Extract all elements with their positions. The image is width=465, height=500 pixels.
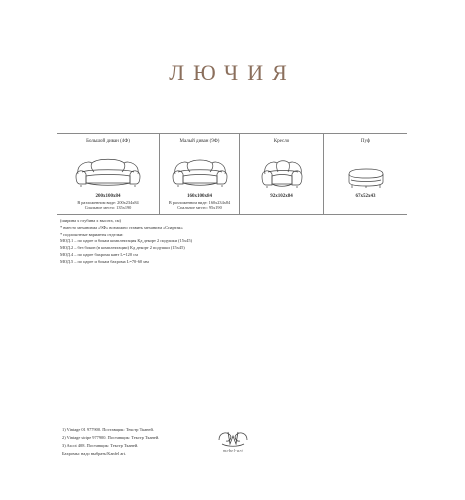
fabric-line: Бахромы: надо выбрать/Kanfel art.	[62, 451, 127, 456]
note-line: МОД.2 – без бокон (в комплектации) Кд декорт 2 подушки (15x45)	[60, 245, 185, 251]
note-line: МОД.1 – по царге и бокам комплектация Кд декорт 2 подушки (15x45)	[60, 238, 193, 244]
product-dims: 67x52x43	[355, 194, 376, 199]
product-large-sofa	[57, 134, 160, 214]
armchair-icon	[240, 154, 323, 192]
note-line: (ширина x глубина x высота, см)	[60, 218, 122, 223]
note-line: МОД.5 – по царге и бокам бахрома L=70-60 мм	[60, 258, 149, 264]
brand-logo	[203, 428, 263, 460]
fabric-list	[62, 426, 222, 458]
logo-monogram-icon	[216, 428, 250, 448]
product-table	[57, 133, 407, 215]
product-info	[57, 194, 159, 211]
product-bed-size: В разложенном виде: 160x234x84	[168, 199, 231, 205]
fabric-line: 3) Ascot 408. Поставщик: Текстр Тканей.	[62, 443, 139, 448]
product-name: Кресло	[273, 139, 290, 144]
note-line: МОД.4 – по царге бахрома кант L=120 см	[60, 251, 138, 257]
fabric-line: 1) Vintage 01 977900. Поставщик: Текстр Тканей.	[62, 427, 154, 432]
product-name: Малый диван (9Ф)	[179, 139, 220, 144]
page-title: ЛЮЧИЯ	[169, 60, 296, 85]
product-small-sofa	[160, 134, 240, 214]
product-sleep-size: Спальное место: 135x190	[84, 205, 132, 211]
product-name: Пуф	[360, 139, 371, 144]
product-sleep-size: Спальное место: 95x190	[177, 205, 222, 211]
notes	[60, 218, 360, 266]
logo-text: mebel-art	[222, 448, 244, 453]
product-name: Большой диван (4Ф)	[86, 139, 130, 144]
product-info	[160, 194, 239, 211]
product-dims: 200x100x84	[95, 194, 121, 199]
small-sofa-icon	[160, 153, 239, 191]
note-line: * подлокотные варианты отделки:	[60, 231, 124, 237]
note-line: * вместо механизма «9Ф» возможно ставить механизм «Спартак»	[60, 224, 183, 230]
product-info	[324, 194, 407, 200]
product-dims: 160x100x84	[187, 194, 212, 199]
product-dims: 92x102x84	[270, 194, 293, 199]
pouf-icon	[324, 166, 407, 190]
fabric-line: 2) Vintage stripe 977900. Поставщик: Текстр Тканей.	[62, 435, 160, 440]
product-pouf	[324, 134, 407, 214]
product-armchair	[240, 134, 324, 214]
product-bed-size: В разложенном виде: 200x234x84	[77, 199, 139, 205]
product-info	[240, 194, 323, 200]
large-sofa-icon	[57, 152, 159, 192]
